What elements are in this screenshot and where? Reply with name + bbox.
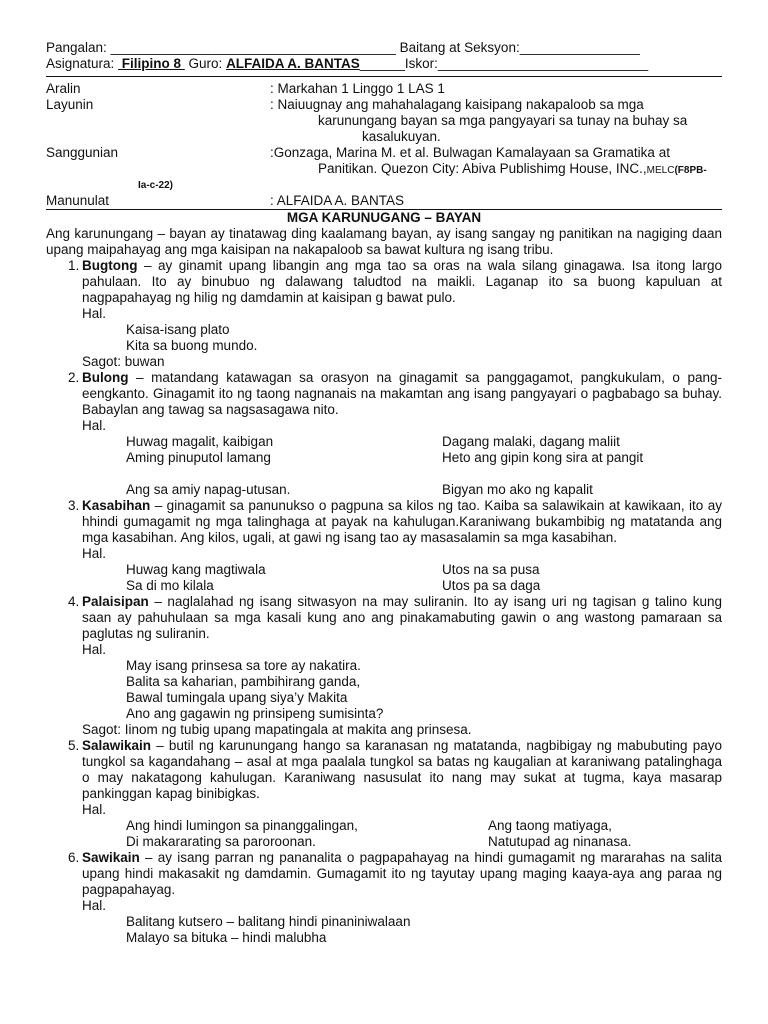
spacer — [82, 466, 722, 482]
example-left: Sa di mo kilala — [126, 578, 214, 593]
example-left: Aming pinuputol lamang — [126, 450, 271, 465]
item-term: Sawikain — [82, 850, 140, 865]
example-right: Dagang malaki, dagang maliit — [442, 434, 620, 449]
hal-label: Hal. — [82, 898, 107, 913]
guro-blank: ______ — [359, 56, 405, 71]
list-item-salawikain — [46, 738, 722, 850]
manunulat-row — [46, 193, 722, 209]
layunin-line-3: kasalukuyan. — [362, 129, 441, 144]
example-line: Malayo sa bituka – hindi malubha — [126, 930, 327, 945]
sanggunian-label: Sanggunian — [46, 145, 119, 160]
header-line-1 — [46, 40, 722, 56]
manunulat-value: : ALFAIDA A. BANTAS — [270, 193, 405, 208]
item-text: – matandang katawagan sa orasyon na ginagamit sa panggagamot, pangkukulam, o pang-eengkanto. Ginagamit ito ng taong nagnanais na makamtan ang isang pangyayari o pagbabago sa buhay. Babaylan ang tawag sa nagsasagawa nito. — [82, 370, 722, 417]
sanggunian-row — [46, 145, 722, 179]
sanggunian-code: (F8PB- — [674, 165, 707, 176]
pangalan-field: ______________________________________ — [106, 40, 396, 55]
hal-label: Hal. — [82, 306, 107, 321]
guro-value: ALFAIDA A. BANTAS — [226, 56, 360, 71]
sanggunian-code-cont: Ia-c-22) — [138, 180, 174, 191]
item-definition — [82, 594, 722, 642]
pangalan-label: Pangalan: — [46, 40, 107, 55]
item-definition — [82, 498, 722, 546]
item-number: 5. — [68, 738, 80, 753]
item-text: – naglalahad ng isang sitwasyon na may suliranin. Ito ay isang uri ng tagisan g talino kung saan ay pahuhulaan sa mga kasali kung ano ang pinakamabuting gawin o ang wastong pamaraan sa paglutas ng suliranin. — [82, 594, 722, 641]
header-line-2 — [46, 56, 722, 72]
example-left: Di makararating sa paroroonan. — [126, 834, 316, 849]
layunin-line-1: : Naiuugnay ang mahahalagang kaisipang nakapaloob sa mga — [270, 97, 644, 112]
example-row — [82, 482, 722, 498]
item-definition — [82, 738, 722, 802]
manunulat-label: Manunulat — [46, 193, 110, 208]
item-term: Salawikain — [82, 738, 152, 753]
example-line: Balitang kutsero – balitang hindi pinaniniwalaan — [126, 914, 411, 929]
page-title: MGA KARUNUGANG – BAYAN — [286, 210, 482, 225]
item-definition — [82, 258, 722, 306]
sagot-line: Sagot: buwan — [82, 354, 165, 369]
item-term: Kasabihan — [82, 498, 151, 513]
example-row — [82, 578, 722, 594]
sanggunian-line-2-text: Panitikan. Quezon City: Abiva Publishimg House, INC., — [318, 161, 647, 176]
example-line: May isang prinsesa sa tore ay nakatira. — [126, 658, 361, 673]
list-item-bulong — [46, 370, 722, 498]
layunin-row — [46, 97, 722, 145]
header-divider — [46, 76, 722, 77]
sanggunian-line-1: :Gonzaga, Marina M. et al. Bulwagan Kamalayaan sa Gramatika at — [270, 145, 670, 160]
item-number: 6. — [68, 850, 80, 865]
layunin-label: Layunin — [46, 97, 94, 112]
list-item-sawikain — [46, 850, 722, 946]
item-term: Bugtong — [82, 258, 138, 273]
item-term: Palaisipan — [82, 594, 149, 609]
sanggunian-melc: MELC — [646, 165, 675, 176]
aralin-value: : Markahan 1 Linggo 1 LAS 1 — [270, 81, 445, 96]
item-number: 3. — [68, 498, 80, 513]
example-right: Utos pa sa daga — [442, 578, 541, 593]
example-line: Ano ang gagawin ng prinsipeng sumisinta? — [126, 706, 384, 721]
sagot-line: Sagot: Iinom ng tubig upang mapatingala at makita ang prinsesa. — [82, 722, 472, 737]
asignatura-label: Asignatura: — [46, 56, 119, 71]
sanggunian-value — [270, 145, 722, 179]
item-number: 2. — [68, 370, 80, 385]
list-item-kasabihan — [46, 498, 722, 594]
item-body — [82, 498, 722, 594]
item-text: – ay isang parran ng pananalita o pagpapahayag na hindi gumagamit ng mararahas na salita upang hindi makasakit ng damdamin. Gumagamit ito ng tayutay upang maging kaaya-aya ang paraa ng pagpapahayag. — [82, 850, 722, 897]
item-number: 4. — [68, 594, 80, 609]
example-row — [82, 834, 722, 850]
intro-paragraph: Ang karunungang – bayan ay tinatawag ding kaalamang bayan, ay isang sangay ng panitikan na nagiging daan upang maipahayag ang mga kaisipan na nakapaloob sa bawat kultura ng isang tribu. — [46, 226, 722, 257]
item-body — [82, 594, 722, 738]
list-item-bugtong — [46, 258, 722, 370]
example-right: Heto ang gipin kong sira at pangit — [442, 450, 644, 465]
item-body — [82, 850, 722, 946]
hal-label: Hal. — [82, 802, 107, 817]
item-definition — [82, 370, 722, 418]
example-right: Bigyan mo ako ng kapalit — [442, 482, 593, 497]
example-right: Natutupad ag ninanasa. — [488, 834, 632, 849]
item-text: – butil ng karunungang hango sa karanasan ng matatanda, nagbibigay ng mabubuting payo tungkol sa kagandahang – asal at mga paalala tungkol sa batas ng kaugalian at karaniwang patalinghaga o may nakatagong kahulugan. Karaniwang nasusulat ito nang may sukat at tugma, kaya masarap pankinggan kapag binibigkas. — [82, 738, 722, 801]
item-text: – ginagamit sa panunukso o pagpuna sa kilos ng tao. Kaiba sa salawikain at kawikaan, ito ay hhindi gumagamit ng mga talinghaga at payak na kahulugan.Karaniwang bukambibig ng matatanda ang mga kasabihan. Ang kilos, ugali, at gawi ng isang tao ay masasalamin sa mga kasabihan. — [82, 498, 722, 545]
example-line: Kaisa-isang plato — [126, 322, 230, 337]
layunin-line-2: karunungang bayan sa mga pangyayari sa tunay na buhay sa — [318, 113, 688, 128]
example-left: Huwag kang magtiwala — [126, 562, 266, 577]
baitang-field: Baitang at Seksyon:________________ — [395, 40, 640, 55]
example-left: Ang hindi lumingon sa pinanggalingan, — [126, 818, 358, 833]
example-line: Bawal tumingala upang siya’y Makita — [126, 690, 348, 705]
example-right: Utos na sa pusa — [442, 562, 540, 577]
aralin-label: Aralin — [46, 81, 81, 96]
sanggunian-line-2 — [270, 161, 722, 179]
item-body — [82, 370, 722, 498]
example-left: Ang sa amiy napag-utusan. — [126, 482, 291, 497]
example-line: Balita sa kaharian, pambihirang ganda, — [126, 674, 361, 689]
item-definition — [82, 850, 722, 898]
hal-label: Hal. — [82, 546, 107, 561]
hal-label: Hal. — [82, 642, 107, 657]
asignatura-value: Filipino 8 — [118, 56, 185, 71]
example-row — [82, 818, 722, 834]
item-number: 1. — [68, 258, 80, 273]
list-item-palaisipan — [46, 594, 722, 738]
item-body — [82, 738, 722, 850]
example-row — [82, 450, 722, 466]
guro-label: Guro: — [184, 56, 227, 71]
example-right: Ang taong matiyaga, — [488, 818, 612, 833]
example-row — [82, 434, 722, 450]
item-body — [82, 258, 722, 370]
layunin-value — [270, 97, 722, 145]
iskor-field: Iskor:____________________________ — [404, 56, 649, 71]
item-term: Bulong — [82, 370, 129, 385]
example-line: Kita sa buong mundo. — [126, 338, 258, 353]
hal-label: Hal. — [82, 418, 107, 433]
example-row — [82, 562, 722, 578]
example-left: Huwag magalit, kaibigan — [126, 434, 274, 449]
aralin-row — [46, 81, 722, 97]
item-text: – ay ginamit upang libangin ang mga tao sa oras na wala silang ginagawa. Isa itong largo pahulaan. Ito ay binubuo ng dalawang taludtod na maikli. Laganap ito sa buong kapuluan at nagpapahayag ng hilig ng damdamin at kaisipan g bawat pulo. — [82, 258, 722, 305]
